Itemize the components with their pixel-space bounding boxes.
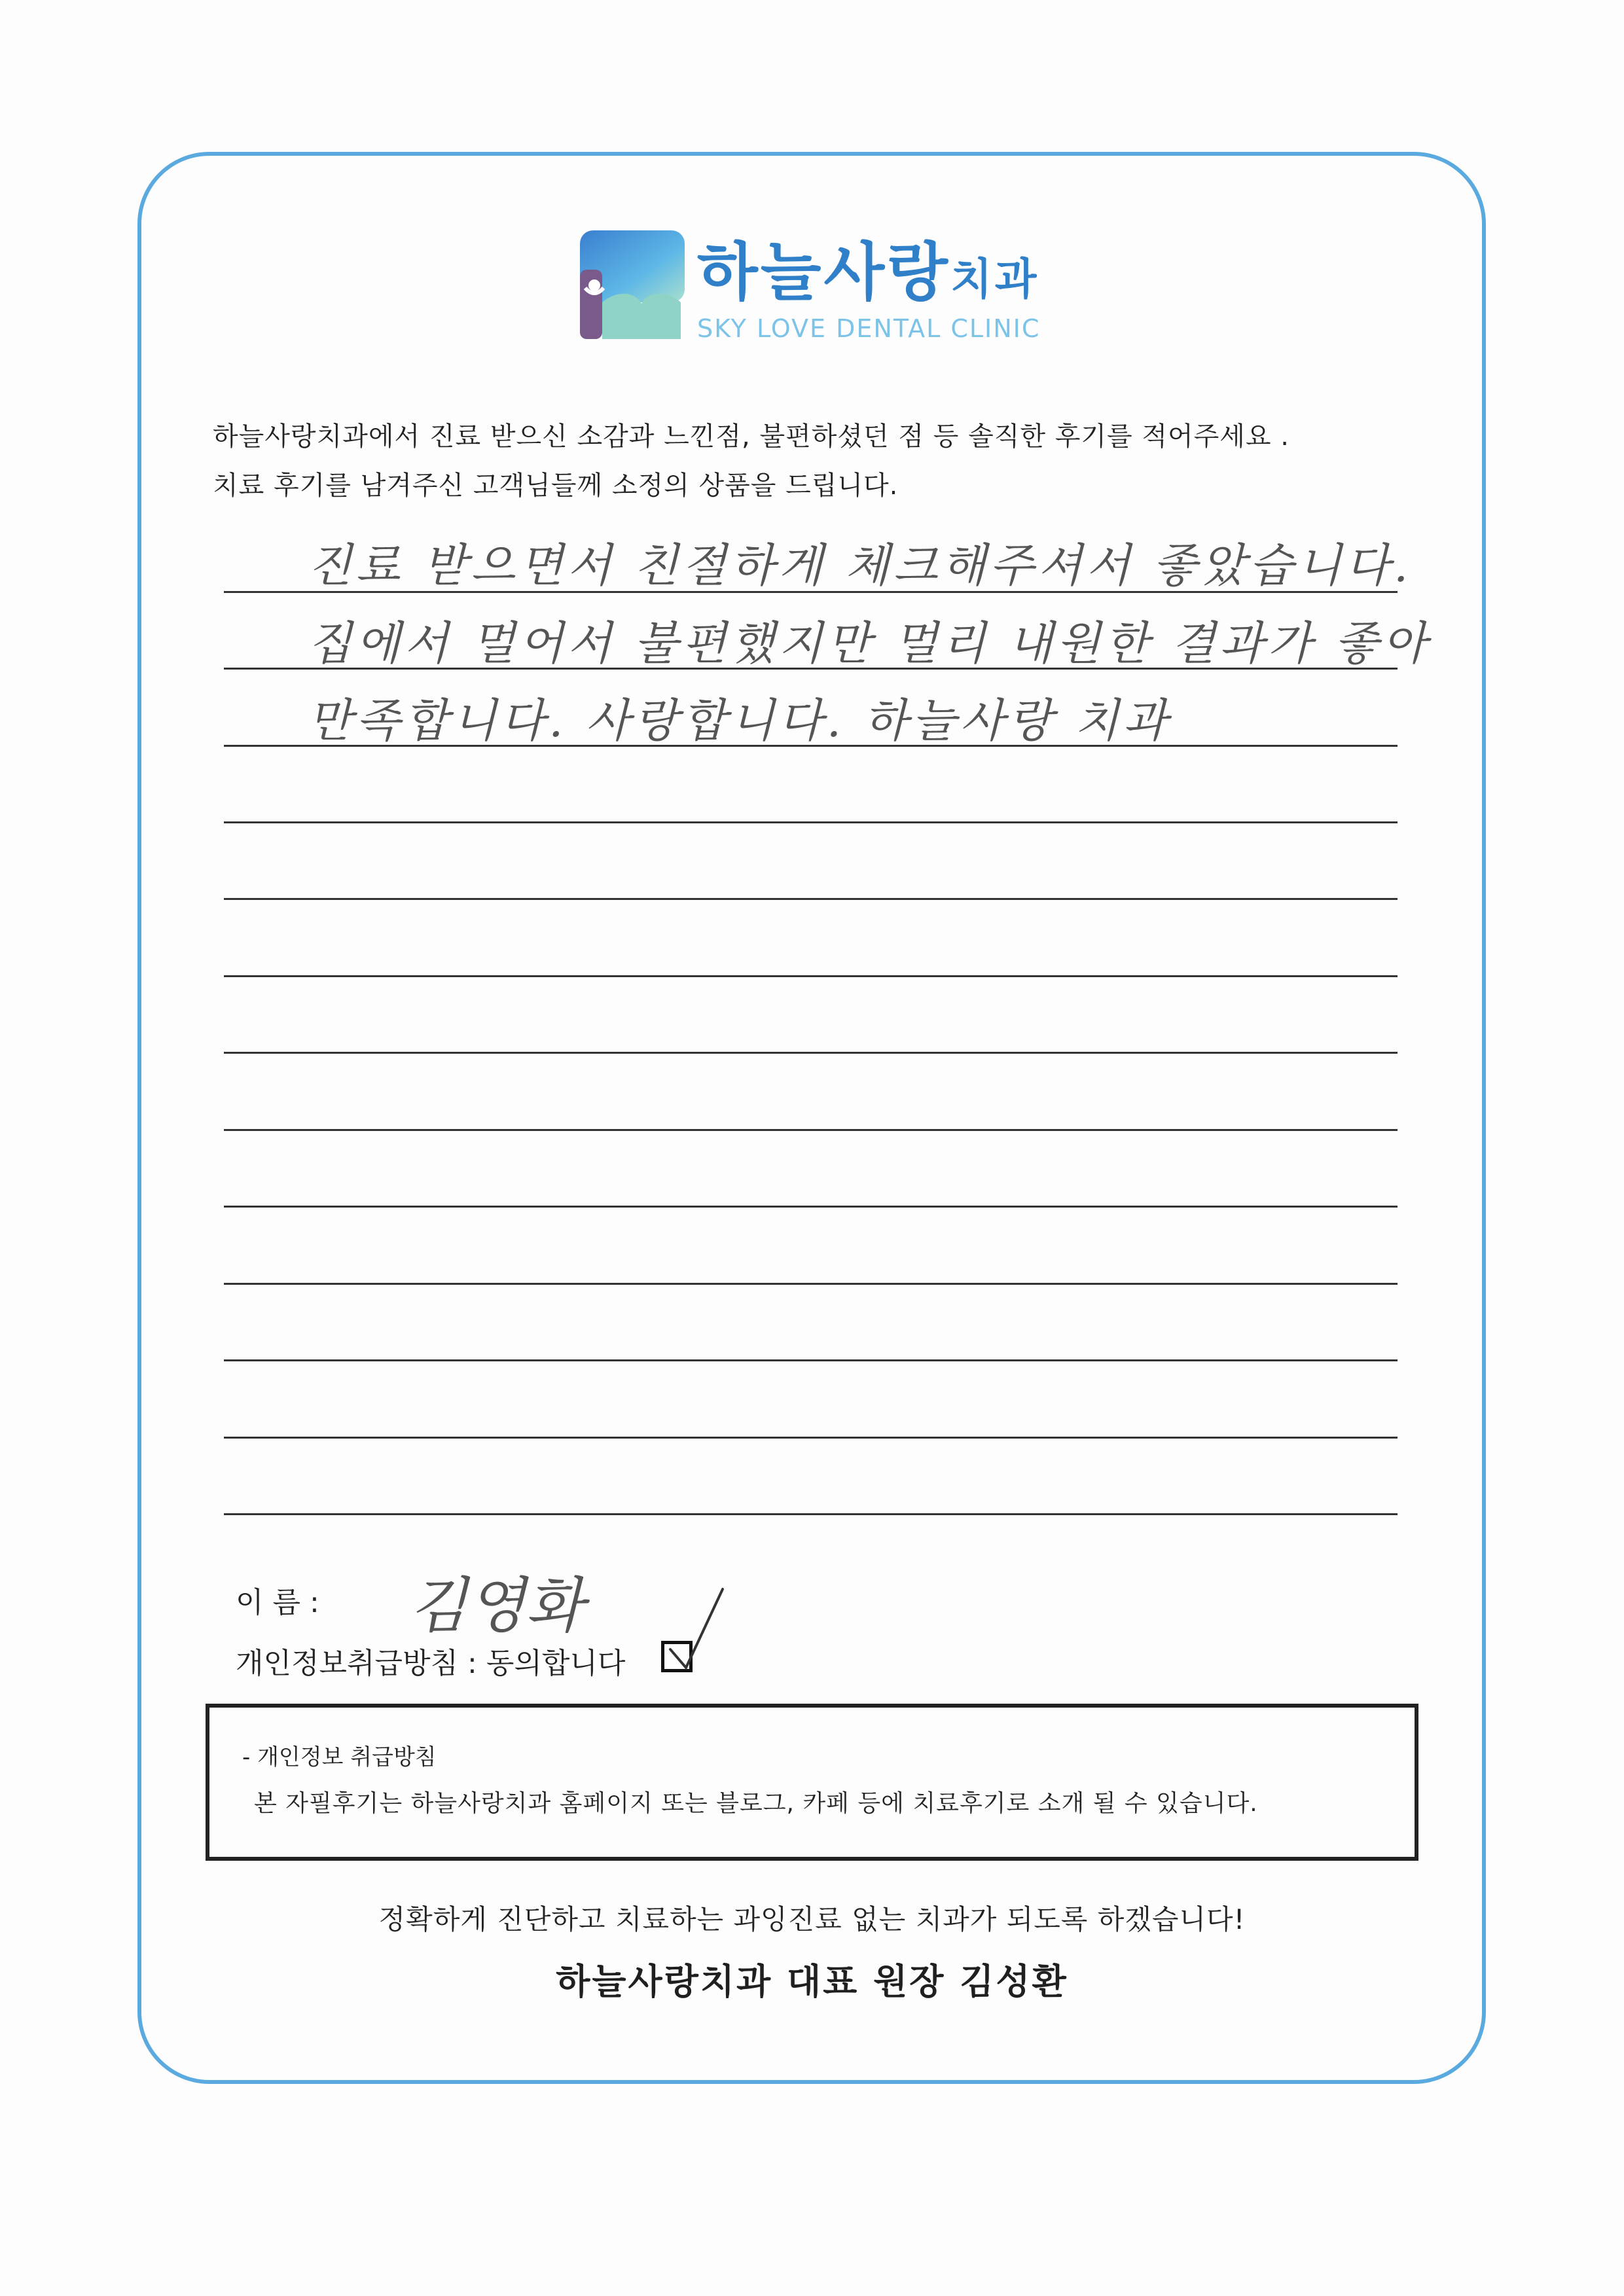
- clinic-name-korean: [697, 223, 1039, 312]
- writing-line: [224, 1437, 1398, 1439]
- clinic-name-english: SKY LOVE DENTAL CLINIC: [697, 314, 1041, 343]
- director-signature: 하늘사랑치과 대표 원장 김성환: [556, 1961, 1068, 2002]
- writing-line: [224, 745, 1398, 747]
- privacy-policy-body: 본 자필후기는 하늘사랑치과 홈페이지 또는 블로그, 카페 등에 치료후기로 소개 될 수 있습니다.: [254, 1790, 1258, 1817]
- privacy-policy-title: - 개인정보 취급방침: [242, 1744, 437, 1770]
- writing-line: [224, 668, 1398, 670]
- writing-line: [224, 1359, 1398, 1361]
- clinic-name-main: 하늘사랑: [697, 236, 950, 309]
- intro-line-1: 하늘사랑치과에서 진료 받으신 소감과 느낀점, 불편하셨던 점 등 솔직한 후기를 적어주세요 .: [213, 422, 1290, 452]
- name-label: 이 름 :: [236, 1586, 319, 1619]
- writing-line: [224, 1052, 1398, 1054]
- writing-line: [224, 975, 1398, 977]
- consent-label: 개인정보취급방침 : 동의합니다: [236, 1647, 626, 1680]
- tooth-logo-icon: [576, 230, 685, 339]
- writing-line: [224, 898, 1398, 900]
- writing-line: [224, 1129, 1398, 1131]
- writing-line: [224, 1513, 1398, 1515]
- clinic-logo: [576, 216, 1047, 353]
- writing-line: [224, 1206, 1398, 1208]
- review-line-1: 진료 받으면서 친절하게 체크해주셔서 좋았습니다.: [308, 539, 1413, 592]
- writing-line: [224, 1283, 1398, 1285]
- closing-message: 정확하게 진단하고 치료하는 과잉진료 없는 치과가 되도록 하겠습니다!: [378, 1903, 1246, 1935]
- clinic-name-sub: 치과: [950, 254, 1039, 304]
- review-line-3: 만족합니다. 사랑합니다. 하늘사랑 치과: [308, 694, 1172, 747]
- checkmark-icon: [666, 1584, 732, 1676]
- intro-line-2: 치료 후기를 남겨주신 고객님들께 소정의 상품을 드립니다.: [213, 471, 899, 501]
- privacy-policy-box: [206, 1704, 1418, 1861]
- handwritten-name: 김영화: [409, 1571, 584, 1641]
- writing-line: [224, 821, 1398, 823]
- review-line-2: 집에서 멀어서 불편했지만 멀리 내원한 결과가 좋아: [308, 617, 1431, 670]
- writing-line: [224, 591, 1398, 593]
